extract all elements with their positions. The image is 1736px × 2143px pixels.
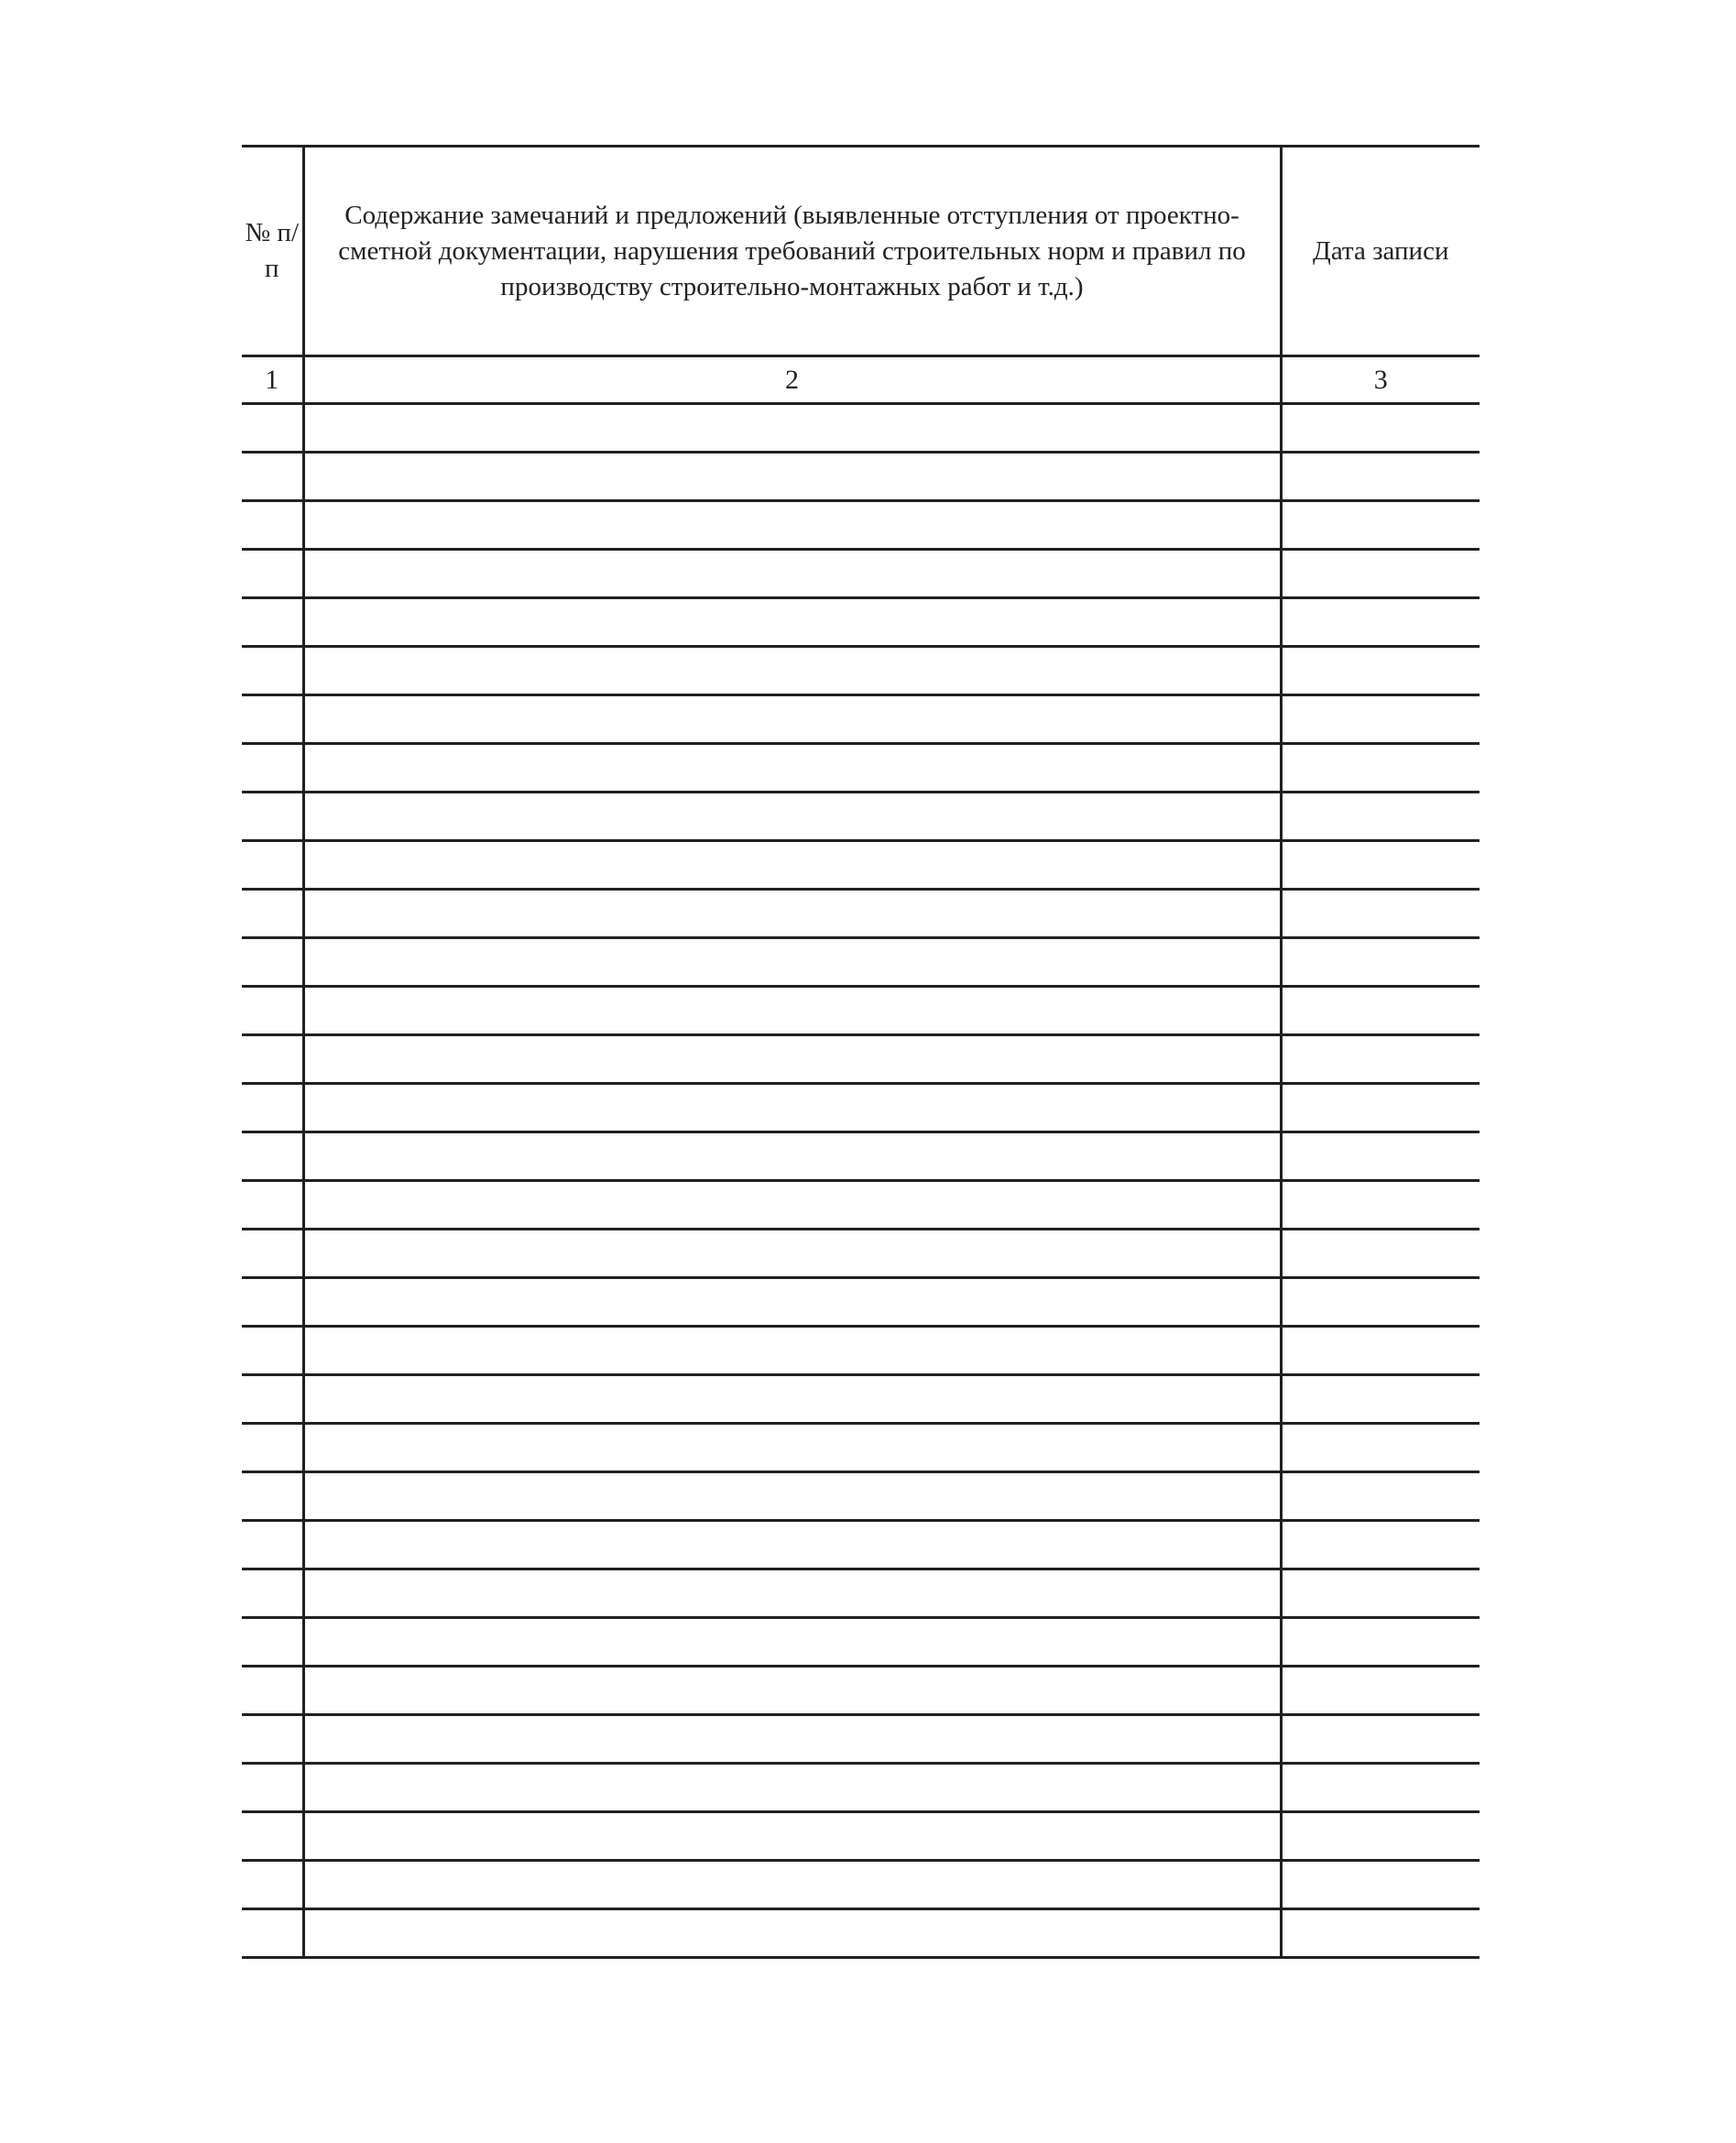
- row-content-cell[interactable]: [303, 695, 1281, 744]
- row-date-cell[interactable]: [1281, 1764, 1479, 1812]
- row-content-cell[interactable]: [303, 1667, 1281, 1715]
- table-row: [242, 1181, 1479, 1230]
- table-row: [242, 1764, 1479, 1812]
- row-date-cell[interactable]: [1281, 1861, 1479, 1909]
- row-date-cell[interactable]: [1281, 1618, 1479, 1667]
- table-row: [242, 1569, 1479, 1618]
- row-date-cell[interactable]: [1281, 1424, 1479, 1472]
- column-number: 3: [1281, 356, 1479, 404]
- row-content-cell[interactable]: [303, 1375, 1281, 1424]
- table-row: [242, 1327, 1479, 1375]
- table-row: [242, 987, 1479, 1035]
- header-row: [242, 147, 1479, 356]
- row-date-cell[interactable]: [1281, 987, 1479, 1035]
- row-number-cell[interactable]: [242, 1278, 303, 1327]
- row-content-cell[interactable]: [303, 1861, 1281, 1909]
- table-row: [242, 1667, 1479, 1715]
- table-row: [242, 695, 1479, 744]
- row-date-cell[interactable]: [1281, 1569, 1479, 1618]
- row-date-cell[interactable]: [1281, 1909, 1479, 1958]
- table-row: [242, 793, 1479, 841]
- row-date-cell[interactable]: [1281, 1521, 1479, 1569]
- row-number-cell[interactable]: [242, 1375, 303, 1424]
- row-date-cell[interactable]: [1281, 793, 1479, 841]
- table-row: [242, 1618, 1479, 1667]
- row-date-cell[interactable]: [1281, 1084, 1479, 1132]
- table-row: [242, 1521, 1479, 1569]
- row-number-cell[interactable]: [242, 1424, 303, 1472]
- row-content-cell[interactable]: [303, 1909, 1281, 1958]
- row-date-cell[interactable]: [1281, 1327, 1479, 1375]
- form-body: [242, 404, 1479, 1958]
- row-date-cell[interactable]: [1281, 890, 1479, 938]
- table-row: [242, 890, 1479, 938]
- row-number-cell[interactable]: [242, 404, 303, 453]
- row-number-cell[interactable]: [242, 501, 303, 550]
- row-number-cell[interactable]: [242, 1618, 303, 1667]
- row-content-cell[interactable]: [303, 501, 1281, 550]
- row-date-cell[interactable]: [1281, 1181, 1479, 1230]
- row-date-cell[interactable]: [1281, 453, 1479, 501]
- row-date-cell[interactable]: [1281, 1035, 1479, 1084]
- row-content-cell[interactable]: [303, 1327, 1281, 1375]
- table-row: [242, 1861, 1479, 1909]
- header-content: Содержание замечаний и предложений (выявленные отступления от проектно-сметной документации, нарушения требований строительных норм и правил по производству строительно-монтажных работ и т.д.): [303, 147, 1281, 356]
- row-content-cell[interactable]: [303, 1618, 1281, 1667]
- row-content-cell[interactable]: [303, 987, 1281, 1035]
- row-content-cell[interactable]: [303, 598, 1281, 647]
- row-number-cell[interactable]: [242, 598, 303, 647]
- row-date-cell[interactable]: [1281, 841, 1479, 890]
- table-row: [242, 453, 1479, 501]
- table-row: [242, 1424, 1479, 1472]
- remarks-form-table: [242, 145, 1479, 1959]
- row-date-cell[interactable]: [1281, 1472, 1479, 1521]
- row-number-cell[interactable]: [242, 938, 303, 987]
- table-row: [242, 501, 1479, 550]
- row-number-cell[interactable]: [242, 1472, 303, 1521]
- header-date: Дата записи: [1281, 147, 1479, 356]
- row-number-cell[interactable]: [242, 793, 303, 841]
- row-date-cell[interactable]: [1281, 598, 1479, 647]
- row-number-cell[interactable]: [242, 1667, 303, 1715]
- row-content-cell[interactable]: [303, 793, 1281, 841]
- row-content-cell[interactable]: [303, 1035, 1281, 1084]
- row-date-cell[interactable]: [1281, 1715, 1479, 1764]
- table-row: [242, 1375, 1479, 1424]
- table-row: [242, 744, 1479, 793]
- row-date-cell[interactable]: [1281, 938, 1479, 987]
- row-date-cell[interactable]: [1281, 1230, 1479, 1278]
- table-row: [242, 1812, 1479, 1861]
- row-number-cell[interactable]: [242, 987, 303, 1035]
- row-content-cell[interactable]: [303, 938, 1281, 987]
- row-content-cell[interactable]: [303, 841, 1281, 890]
- table-row: [242, 841, 1479, 890]
- row-content-cell[interactable]: [303, 647, 1281, 695]
- row-number-cell[interactable]: [242, 1035, 303, 1084]
- row-content-cell[interactable]: [303, 1715, 1281, 1764]
- row-number-cell[interactable]: [242, 647, 303, 695]
- row-date-cell[interactable]: [1281, 1132, 1479, 1181]
- row-content-cell[interactable]: [303, 1472, 1281, 1521]
- table-row: [242, 1472, 1479, 1521]
- row-number-cell[interactable]: [242, 1230, 303, 1278]
- row-number-cell[interactable]: [242, 1084, 303, 1132]
- row-content-cell[interactable]: [303, 1084, 1281, 1132]
- row-content-cell[interactable]: [303, 1230, 1281, 1278]
- row-number-cell[interactable]: [242, 1569, 303, 1618]
- row-number-cell[interactable]: [242, 744, 303, 793]
- table-row: [242, 404, 1479, 453]
- row-content-cell[interactable]: [303, 1278, 1281, 1327]
- row-number-cell[interactable]: [242, 1715, 303, 1764]
- row-number-cell[interactable]: [242, 1521, 303, 1569]
- row-number-cell[interactable]: [242, 1909, 303, 1958]
- row-content-cell[interactable]: [303, 1132, 1281, 1181]
- table-row: [242, 1278, 1479, 1327]
- row-date-cell[interactable]: [1281, 550, 1479, 598]
- row-content-cell[interactable]: [303, 404, 1281, 453]
- table-row: [242, 1909, 1479, 1958]
- table-row: [242, 1035, 1479, 1084]
- row-date-cell[interactable]: [1281, 1375, 1479, 1424]
- row-content-cell[interactable]: [303, 550, 1281, 598]
- row-number-cell[interactable]: [242, 1181, 303, 1230]
- row-date-cell[interactable]: [1281, 1278, 1479, 1327]
- row-number-cell[interactable]: [242, 695, 303, 744]
- row-date-cell[interactable]: [1281, 404, 1479, 453]
- row-content-cell[interactable]: [303, 1424, 1281, 1472]
- column-number-row: [242, 356, 1479, 404]
- column-number: 2: [303, 356, 1281, 404]
- table-row: [242, 938, 1479, 987]
- table-row: [242, 1132, 1479, 1181]
- table-row: [242, 1230, 1479, 1278]
- row-number-cell[interactable]: [242, 453, 303, 501]
- row-date-cell[interactable]: [1281, 501, 1479, 550]
- row-number-cell[interactable]: [242, 1812, 303, 1861]
- row-number-cell[interactable]: [242, 1764, 303, 1812]
- row-number-cell[interactable]: [242, 890, 303, 938]
- row-content-cell[interactable]: [303, 453, 1281, 501]
- row-content-cell[interactable]: [303, 890, 1281, 938]
- row-number-cell[interactable]: [242, 550, 303, 598]
- row-date-cell[interactable]: [1281, 744, 1479, 793]
- table-row: [242, 647, 1479, 695]
- row-number-cell[interactable]: [242, 1861, 303, 1909]
- table-row: [242, 550, 1479, 598]
- row-date-cell[interactable]: [1281, 695, 1479, 744]
- row-content-cell[interactable]: [303, 1569, 1281, 1618]
- row-number-cell[interactable]: [242, 1132, 303, 1181]
- row-date-cell[interactable]: [1281, 1812, 1479, 1861]
- row-number-cell[interactable]: [242, 841, 303, 890]
- row-content-cell[interactable]: [303, 1521, 1281, 1569]
- row-content-cell[interactable]: [303, 744, 1281, 793]
- table-row: [242, 1715, 1479, 1764]
- row-content-cell[interactable]: [303, 1812, 1281, 1861]
- row-date-cell[interactable]: [1281, 1667, 1479, 1715]
- header-number: № п/п: [242, 147, 303, 356]
- row-content-cell[interactable]: [303, 1181, 1281, 1230]
- table-row: [242, 1084, 1479, 1132]
- row-date-cell[interactable]: [1281, 647, 1479, 695]
- column-number: 1: [242, 356, 303, 404]
- row-content-cell[interactable]: [303, 1764, 1281, 1812]
- row-number-cell[interactable]: [242, 1327, 303, 1375]
- table-row: [242, 598, 1479, 647]
